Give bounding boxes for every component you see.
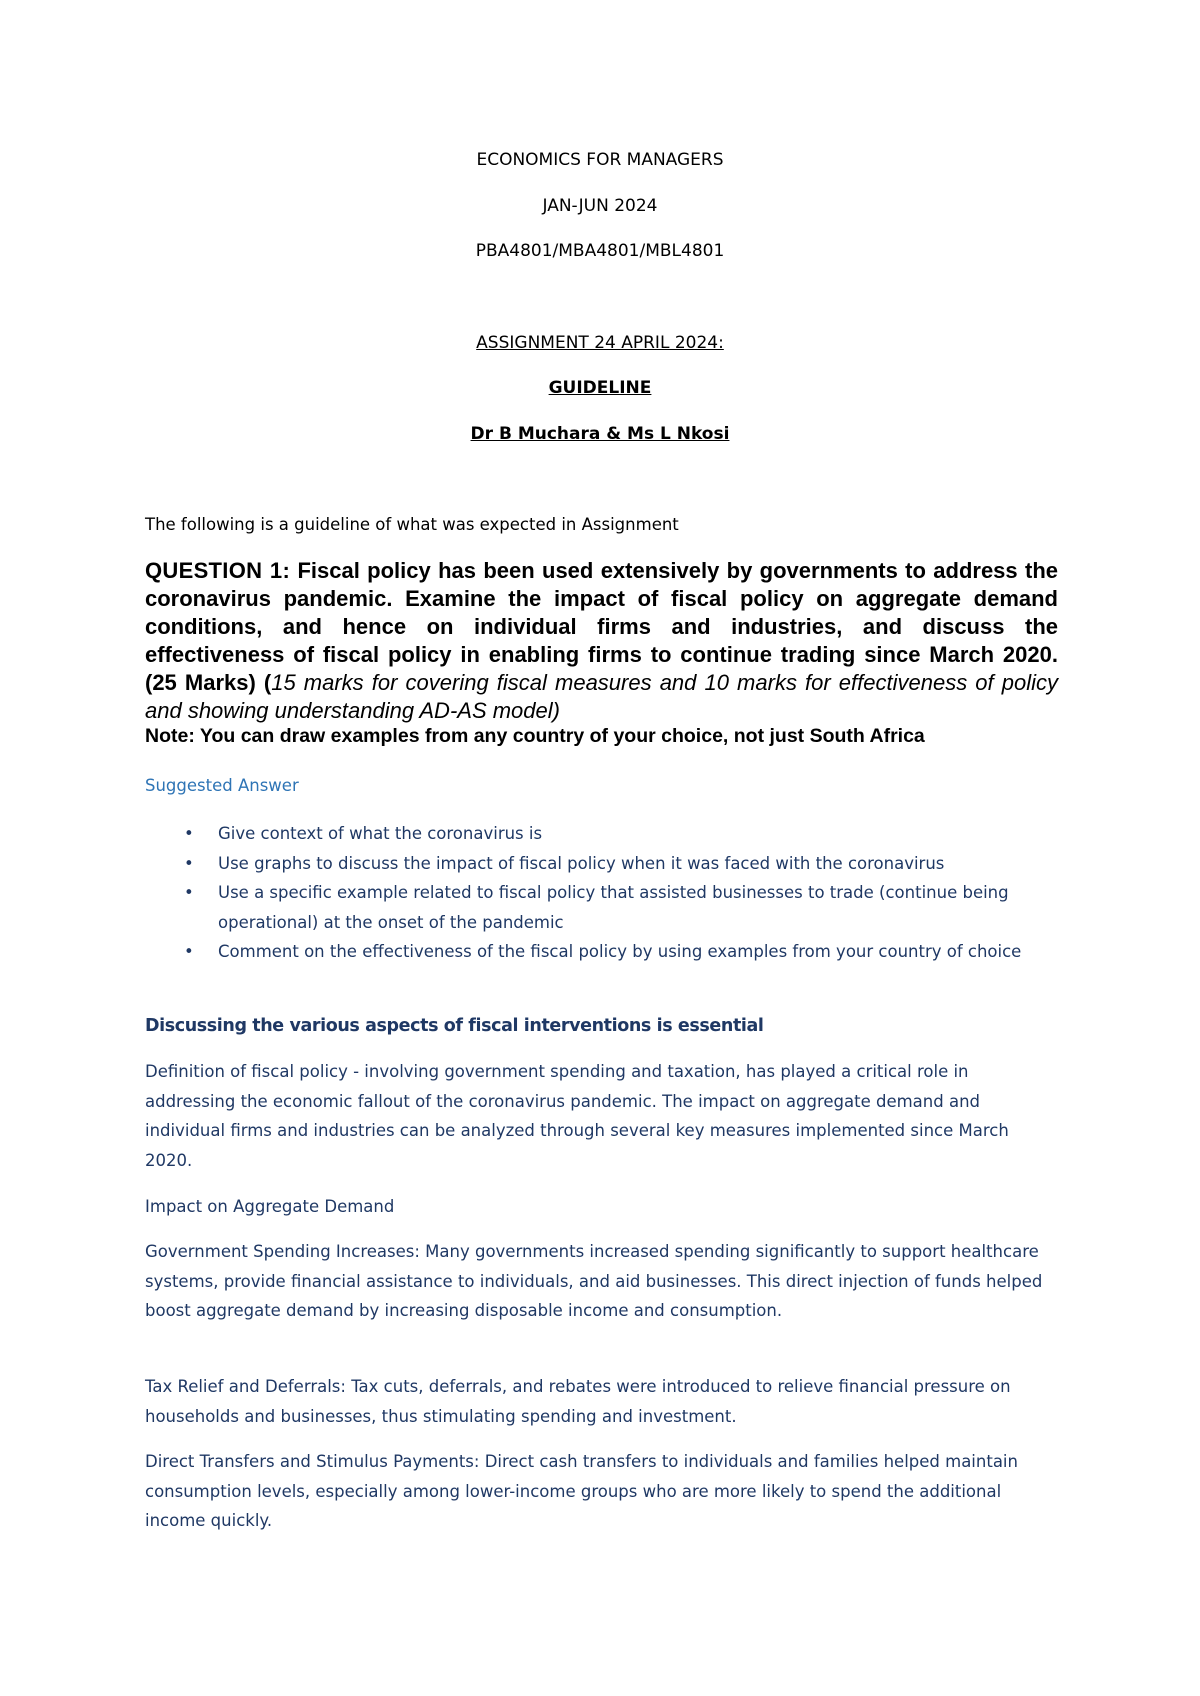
paragraph-impact-heading: Impact on Aggregate Demand	[145, 1197, 395, 1216]
question-label: QUESTION 1:	[145, 558, 291, 583]
question-marks-breakdown: 15 marks for covering fiscal measures and 10 marks for effectiveness of policy and showing understanding AD-AS model)	[145, 670, 1058, 723]
list-item-text: Comment on the effectiveness of the fiscal policy by using examples from your country of choice	[218, 942, 1022, 961]
assignment-title: ASSIGNMENT 24 APRIL 2024:	[476, 333, 724, 353]
intro-text: The following is a guideline of what was expected in Assignment	[145, 515, 679, 534]
suggested-answer-list	[145, 819, 1045, 967]
bullet-icon: •	[184, 883, 194, 902]
question-block	[145, 557, 1058, 725]
list-item-text: Give context of what the coronavirus is	[218, 824, 543, 843]
list-item-text: Use a specific example related to fiscal policy that assisted businesses to trade (continue being operational) at the onset of the pandemic	[218, 883, 1009, 932]
course-title: ECONOMICS FOR MANAGERS	[476, 150, 724, 170]
list-item	[145, 878, 1045, 937]
question-text: Fiscal policy has been used extensively by governments to address the coronavirus pandemic. Examine the impact of fiscal policy on aggregate demand conditions, and hence on individual firms and industries, and discuss the effectiveness of fiscal policy in enabling firms to continue trading since March 2020. (25 Marks) (	[145, 558, 1058, 695]
bullet-icon: •	[184, 942, 194, 961]
course-codes: PBA4801/MBA4801/MBL4801	[475, 241, 725, 261]
paragraph-spending: Government Spending Increases: Many governments increased spending significantly to support healthcare systems, provide financial assistance to individuals, and aid businesses. This direct injection of funds helped boost aggregate demand by increasing disposable income and consumption.	[145, 1242, 1043, 1320]
bullet-icon: •	[184, 824, 194, 843]
bullet-icon: •	[184, 853, 194, 873]
course-period: JAN-JUN 2024	[542, 196, 658, 216]
paragraph-tax: Tax Relief and Deferrals: Tax cuts, deferrals, and rebates were introduced to relieve financial pressure on households and businesses, thus stimulating spending and investment.	[145, 1377, 1011, 1426]
guideline-title: GUIDELINE	[548, 378, 652, 398]
paragraph-definition: Definition of fiscal policy - involving government spending and taxation, has played a critical role in addressing the economic fallout of the coronavirus pandemic. The impact on aggregate demand and individual firms and industries can be analyzed through several key measures implemented since March 2020.	[145, 1062, 1009, 1170]
suggested-answer-heading: Suggested Answer	[145, 776, 299, 795]
section-heading: Discussing the various aspects of fiscal interventions is essential	[145, 1016, 764, 1036]
list-item-text: Use graphs to discuss the impact of fiscal policy when it was faced with the coronavirus	[218, 853, 945, 873]
authors: Dr B Muchara & Ms L Nkosi	[470, 424, 730, 444]
paragraph-transfers: Direct Transfers and Stimulus Payments: Direct cash transfers to individuals and families helped maintain consumption levels, especially among lower-income groups who are more likely to spend the additional income quickly.	[145, 1452, 1018, 1530]
list-item	[145, 937, 1045, 967]
list-item	[145, 819, 1045, 849]
list-item	[145, 849, 1045, 879]
question-note: Note: You can draw examples from any country of your choice, not just South Africa	[145, 725, 925, 747]
